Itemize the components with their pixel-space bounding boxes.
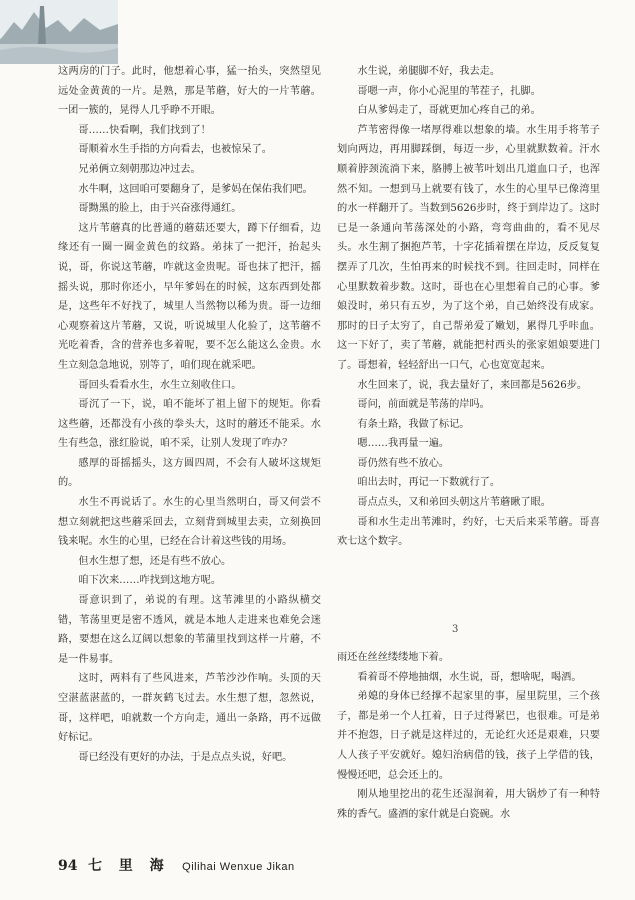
paragraph: 哥仍然有些不放心。 — [357, 457, 450, 469]
paragraph: 兄弟俩立刻朝那边冲过去。 — [78, 163, 201, 175]
magazine-pinyin: Qilihai Wenxue Jikan — [182, 861, 295, 873]
paragraph: 水生说，弟腿脚不好，我去走。 — [357, 66, 501, 77]
paragraph: 水生回来了，说，我去量好了，来回都是5626步。 — [357, 379, 588, 391]
paragraph: 有条土路，我做了标记。 — [357, 418, 470, 430]
paragraph: 这两房的门子。此时，他想着心事，猛一抬头，突然望见远处金黄黄的一片。是熟，那是苇蘑，好大的一片苇蘑。一团一簇的，晃得人几乎睁不开眼。 — [58, 66, 321, 117]
paragraph: 刚从地里挖出的花生还湿润着，用大锅炒了有一种特殊的香气。盛酒的家什就是白瓷碗。水 — [337, 789, 600, 820]
paragraph: 但水生想了想，还是有些不放心。 — [78, 555, 232, 567]
magazine-title: 七 里 海 — [87, 858, 170, 874]
paragraph: 哥沉了一下，说，咱不能坏了祖上留下的规矩。你看这些蘑，还都没有小孩的拳头大，这时的蘑还不能采。水生有些急，涨红脸说，咱不采，让别人发现了咋办？ — [58, 399, 321, 450]
paragraph: 哥意识到了，弟说的有理。这苇滩里的小路纵横交错，苇荡里更是密不透风，就是本地人走进来也难免会迷路，要想在这么辽阔以想象的苇蒲里找到这样一片蘑，不是一件易事。 — [58, 595, 321, 665]
paragraph: 咱下次来……咋找到这地方呢。 — [78, 575, 222, 587]
paragraph: 嗯……我再量一遍。 — [357, 438, 450, 450]
paragraph: 哥回头看看水生，水生立刻收住口。 — [78, 379, 242, 391]
paragraph: 芦苇密得像一堵厚得难以想象的墙。水生用手将苇子划向两边，再用脚踩倒，每迈一步，心里就默数着。汗水顺着脖颈流淌下来，胳膊上被苇叶划出几道血口子，也浑然不知。一想到马上就要有钱了，水生的心里早已像湾里的水一样翻开了。当数到5626步时，终于到岸边了。这时已是一条通向苇荡深处的小路，弯弯曲曲的，看不见尽头。水生割了捆抱芦苇，十字花插着摆在岸边，反反复复摆弄了几次，生怕再来的时候找不到。往回走时，同样在心里默数着步数。这时，哥也在心里想着自己的心事。爹娘没时，弟只有五岁，为了这个弟，自己始终没有成家。那时的日子太穷了，自己帮弟爱了嫩划，累得几乎咔血。这一下好了，卖了苇蘑，就能把村西头的张家姐娘要进门了。哥想着，轻轻舒出一口气，心也宽宽起来。 — [337, 124, 600, 371]
right-column-top-text — [337, 62, 600, 552]
paragraph: 哥嗯一声，你小心泥里的苇茬子，扎脚。 — [357, 85, 541, 97]
corner-landscape-decoration — [0, 0, 118, 64]
page-footer — [58, 855, 295, 875]
paragraph: 雨还在丝丝缕缕地下着。 — [337, 652, 450, 663]
paragraph: 水生不再说话了。水生的心里当然明白，哥又何尝不想立刻就把这些蘑采回去，立刻背到城里去卖，立刻换回钱来呢。水生的心里，已经在合计着这些钱的用场。 — [58, 497, 321, 548]
paragraph: 咱出去时，再记一下数就行了。 — [357, 477, 501, 489]
paragraph: 哥问，前面就是苇荡的岸吗。 — [357, 399, 490, 411]
paragraph: 白从爹妈走了，哥就更加心疼自己的弟。 — [357, 105, 541, 117]
paragraph: 哥……快看啊，我们找到了！ — [78, 124, 211, 136]
section-number: 3 — [452, 624, 459, 635]
paragraph: 弟媳的身体已经撑不起家里的事，屋里院里，三个孩子，都是弟一个人扛着，日子过得紧巴，也很难。可是弟并不抱怨，日子就是这样过的，无论红火还是艰难，只要人人孩子平安就好。媳妇治病借的钱，孩子上学借的钱，慢慢还吧，总会还上的。 — [337, 691, 600, 781]
paragraph: 水牛啊，这回咱可要翻身了，是爹妈在保佑我们吧。 — [78, 183, 313, 195]
paragraph: 哥点点头，又和弟回头朝这片苇蘑瞅了眼。 — [357, 497, 551, 509]
paragraph: 看着哥不停地抽烟，水生说，哥，想啥呢，喝酒。 — [357, 671, 582, 683]
paragraph: 感厚的哥摇摇头，这方圆四周，不会有人破坏这规矩的。 — [58, 457, 321, 489]
paragraph: 哥黝黑的脸上，由于兴奋涨得通红。 — [78, 203, 242, 215]
paragraph: 这时，两料有了些风进来，芦苇沙沙作响。头顶的天空湛蓝湛蓝的，一群灰鹤飞过去。水生想了想，忽然说，哥，这样吧，咱就数一个方向走，通出一条路，再不远做好标记。 — [58, 673, 321, 744]
left-column-text — [58, 62, 321, 767]
page-number: 94 — [58, 858, 78, 874]
paragraph: 哥和水生走出苇滩时，约好，七天后来采苇蘑。哥喜欢七这个数字。 — [337, 516, 600, 548]
right-column-bottom-text — [337, 648, 600, 824]
paragraph: 哥已经没有更好的办法，于是点点头说，好吧。 — [78, 751, 293, 763]
paragraph: 哥顺着水生手指的方向看去，也被惊呆了。 — [78, 144, 272, 156]
paragraph: 这片苇蘑真的比普通的蘑菇还要大，蹲下仔细看，边缘还有一圈一圈金黄色的纹路。弟抹了一把汗，抬起头说，哥，你说这苇蘑，咋就这金贵呢。哥也抹了把汗，摇摇头说，那时你还小，早年爹妈在的时候，这东西到处都是，这些年不好找了，城里人当然物以稀为贵。哥一边细心观察着这片苇蘑，又说，听说城里人化验了，这苇蘑不光吃着香，含的营养也多着呢，要不怎么能这么金贵。水生立刻急急地说，别等了，咱们现在就采吧。 — [58, 222, 321, 371]
